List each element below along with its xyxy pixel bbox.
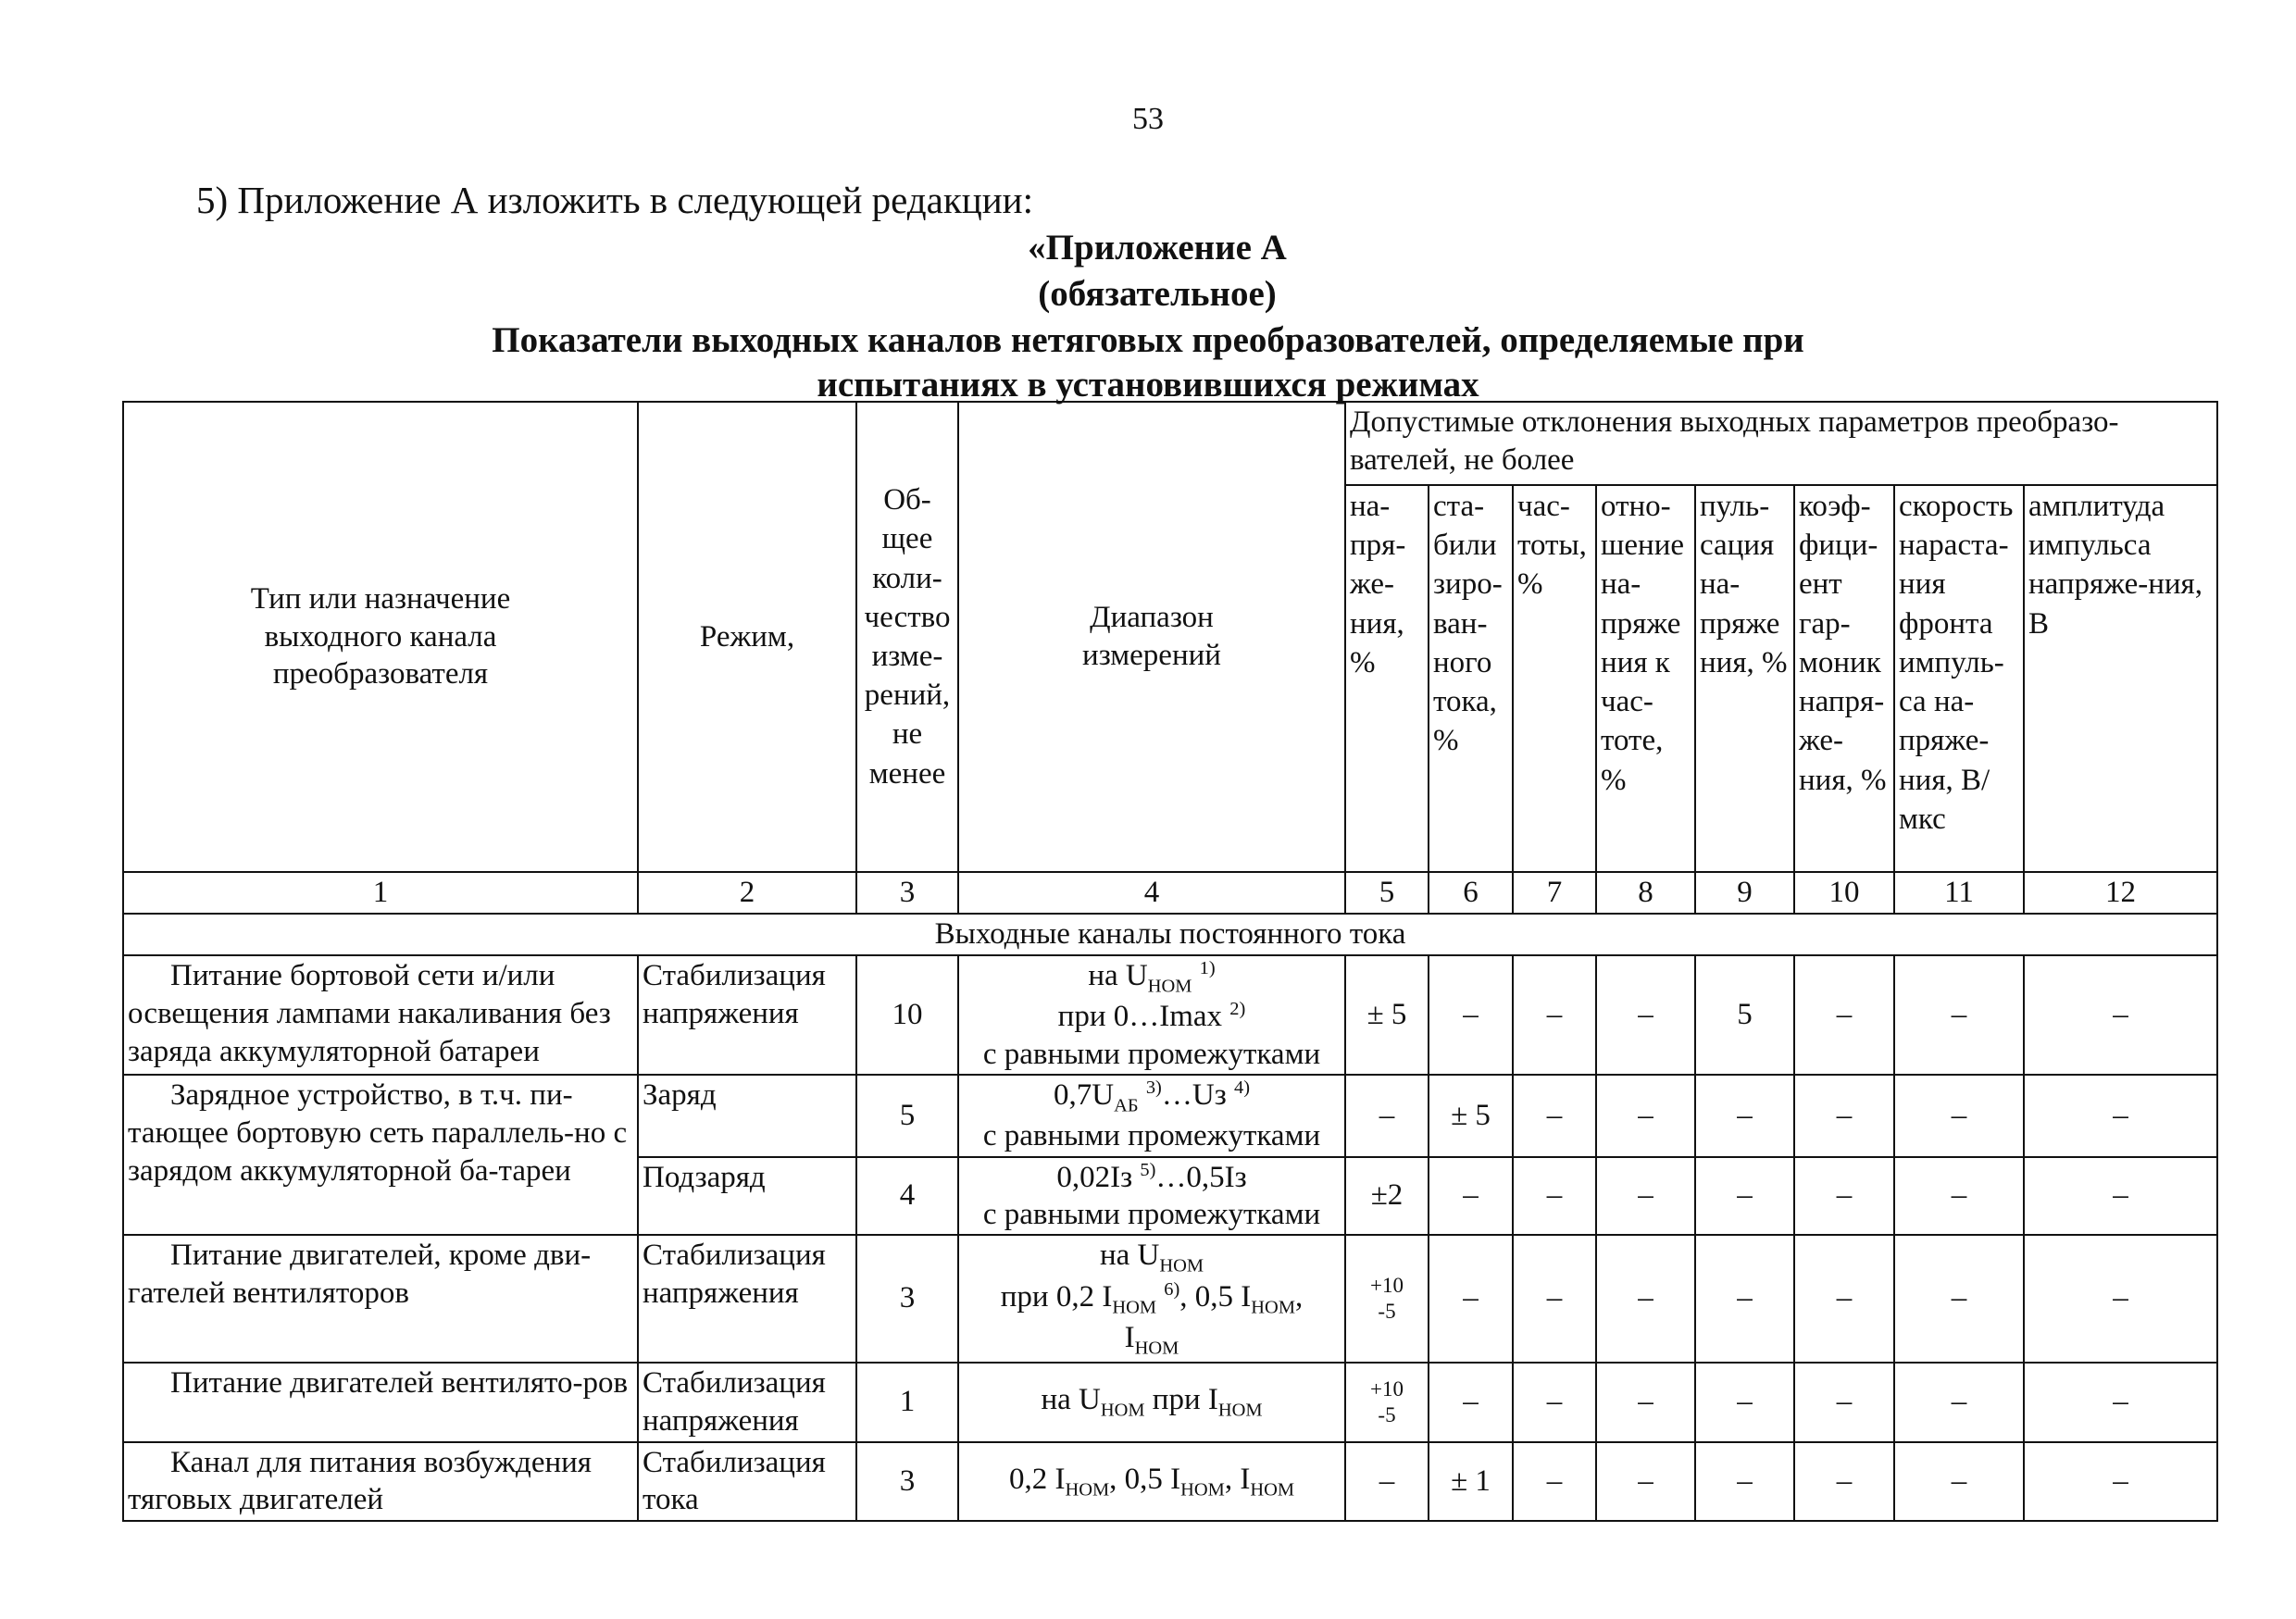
cell-dash: – (1596, 1157, 1695, 1236)
header-mode: Режим, (638, 402, 856, 872)
header-voltage: на-пря-же-ния, % (1345, 485, 1429, 872)
header-ripple: пуль-сация на-пряже ния, % (1695, 485, 1794, 872)
cell-dash: – (1794, 1235, 1894, 1363)
cell-dash: – (1596, 1235, 1695, 1363)
parameters-table (122, 401, 2218, 1522)
cell-mode: Стабилизация тока (638, 1442, 856, 1522)
cell-type: Питание бортовой сети и/или освещения лампами накаливания без заряда аккумуляторной батареи (123, 955, 638, 1075)
cell-dash: – (1695, 1235, 1794, 1363)
range-line: с равными промежутками (982, 1037, 1321, 1071)
range-line: на $U_{НОМ}$ (1099, 1239, 1204, 1277)
cell-type: Зарядное устройство, в т.ч. пи-тающее бортовую сеть параллель-но с зарядом аккумуляторной ба-тареи (123, 1075, 638, 1235)
range-line: с равными промежутками (982, 1197, 1321, 1231)
column-number: 7 (1513, 872, 1596, 914)
appendix-status: (обязательное) (1038, 274, 1277, 314)
column-number: 3 (856, 872, 958, 914)
column-number: 5 (1345, 872, 1429, 914)
cell-dash: – (1894, 1235, 2024, 1363)
cell-dash: – (1513, 1235, 1596, 1363)
cell-range: 0,2 $I_{НОМ}$, 0,5 $I_{НОМ}$, $I_{НОМ}$ (958, 1442, 1345, 1522)
cell-dash: – (1794, 955, 1894, 1075)
cell-dash: – (1894, 1157, 2024, 1236)
column-number: 1 (123, 872, 638, 914)
cell-type: Канал для питания возбуждения тяговых двигателей (123, 1442, 638, 1522)
cell-dash: – (2024, 1363, 2217, 1442)
cell-mode: Стабилизация напряжения (638, 1235, 856, 1363)
range-line: $0,7U_{АБ}$ $^{3)}$…Uз $^{4)}$ (1053, 1077, 1251, 1116)
cell-dash: – (2024, 1075, 2217, 1157)
table-row (123, 1442, 2217, 1522)
cell-count: 3 (856, 1235, 958, 1363)
cell-dash: – (1513, 1363, 1596, 1442)
cell-dash: – (1429, 1235, 1513, 1363)
range-line: при 0…Imax $^{2)}$ (1057, 999, 1246, 1034)
cell-range (958, 1157, 1345, 1236)
cell-range (958, 1075, 1345, 1157)
cell-voltage: ± 5 (1345, 955, 1429, 1075)
cell-dash: – (1513, 1442, 1596, 1522)
table-title-line2: испытаниях в установившихся режимах (817, 365, 1479, 405)
cell-dash: – (1894, 955, 2024, 1075)
cell-stabilized-current: ± 1 (1429, 1442, 1513, 1522)
range-line: $I_{НОМ}$ (1124, 1321, 1179, 1359)
section-row (123, 914, 2217, 955)
header-count: Об-щее коли-чество изме-рений, не менее (856, 402, 958, 872)
cell-dash: – (1695, 1442, 1794, 1522)
table-row (123, 1075, 2217, 1157)
cell-dash: – (1794, 1363, 1894, 1442)
appendix-title: «Приложение А (1028, 228, 1287, 268)
cell-type: Питание двигателей, кроме дви-гателей вентиляторов (123, 1235, 638, 1363)
cell-dash: – (1794, 1075, 1894, 1157)
header-frequency: час-тоты, % (1513, 485, 1596, 872)
header-stabilized-current: ста-били зиро-ван-ного тока, % (1429, 485, 1513, 872)
cell-dash: – (1596, 1442, 1695, 1522)
cell-count: 5 (856, 1075, 958, 1157)
cell-dash: – (2024, 1442, 2217, 1522)
page-number: 53 (1132, 102, 1164, 136)
range-line: 0,02Iз $^{5)}$…0,5Iз (1056, 1159, 1247, 1194)
cell-dash: – (1794, 1157, 1894, 1236)
cell-count: 3 (856, 1442, 958, 1522)
header-row-1 (123, 402, 2217, 485)
column-number: 12 (2024, 872, 2217, 914)
table-row (123, 1363, 2217, 1442)
cell-dash: – (1596, 1075, 1695, 1157)
cell-dash: – (1596, 1363, 1695, 1442)
cell-dash: – (1695, 1363, 1794, 1442)
cell-dash: – (1596, 955, 1695, 1075)
column-number: 9 (1695, 872, 1794, 914)
cell-dash: – (1894, 1363, 2024, 1442)
cell-dash: – (1894, 1075, 2024, 1157)
column-number: 11 (1894, 872, 2024, 914)
voltage-upper: +10 (1370, 1377, 1404, 1401)
column-number: 2 (638, 872, 856, 914)
table-row (123, 955, 2217, 1075)
cell-dash: – (1894, 1442, 2024, 1522)
cell-mode: Стабилизация напряжения (638, 1363, 856, 1442)
cell-dash: – (1695, 1157, 1794, 1236)
cell-dash: – (1345, 1075, 1429, 1157)
cell-dash: – (1429, 955, 1513, 1075)
cell-voltage: – (1345, 1442, 1429, 1522)
cell-dash: – (1794, 1442, 1894, 1522)
cell-range (958, 1235, 1345, 1363)
header-harmonic-coefficient: коэф-фици-ент гар-моник напря-же-ния, % (1794, 485, 1894, 872)
header-voltage-frequency-ratio: отно-шение на-пряже ния к час-тоте, % (1596, 485, 1695, 872)
cell-dash: – (1513, 1075, 1596, 1157)
table-row (123, 1235, 2217, 1363)
cell-ripple: 5 (1695, 955, 1794, 1075)
cell-range: на $U_{НОМ}$ при $I_{НОМ}$ (958, 1363, 1345, 1442)
cell-mode: Стабилизация напряжения (638, 955, 856, 1075)
cell-voltage (1345, 1235, 1429, 1363)
intro-line: 5) Приложение А изложить в следующей редакции: (196, 179, 1034, 221)
cell-stabilized-current: ± 5 (1429, 1075, 1513, 1157)
cell-dash: – (2024, 1235, 2217, 1363)
cell-range (958, 955, 1345, 1075)
column-numbers-row (123, 872, 2217, 914)
range-line: при 0,2 $I_{НОМ}$ $^{6)}$, 0,5 $I_{НОМ}$, (1000, 1278, 1304, 1318)
cell-dash: – (1695, 1075, 1794, 1157)
section-title: Выходные каналы постоянного тока (123, 914, 2217, 955)
header-pulse-amplitude: амплитуда импульса напряже-ния, В (2024, 485, 2217, 872)
range-line: с равными промежутками (982, 1119, 1321, 1153)
column-number: 8 (1596, 872, 1695, 914)
cell-dash: – (1429, 1363, 1513, 1442)
column-number: 6 (1429, 872, 1513, 914)
cell-dash: – (2024, 955, 2217, 1075)
cell-count: 10 (856, 955, 958, 1075)
cell-mode: Подзаряд (638, 1157, 856, 1236)
cell-dash: – (1513, 955, 1596, 1075)
column-number: 10 (1794, 872, 1894, 914)
cell-count: 1 (856, 1363, 958, 1442)
header-deviation-group: Допустимые отклонения выходных параметров преобразо-вателей, не более (1345, 402, 2217, 485)
cell-count: 4 (856, 1157, 958, 1236)
header-type: Тип или назначение выходного канала преобразователя (123, 402, 638, 872)
cell-dash: – (1429, 1157, 1513, 1236)
cell-voltage (1345, 1363, 1429, 1442)
cell-mode: Заряд (638, 1075, 856, 1157)
voltage-lower: -5 (1378, 1299, 1396, 1323)
cell-type: Питание двигателей вентилято-ров (123, 1363, 638, 1442)
header-rise-rate: скорость нараста-ния фронта импуль-са на-пряже-ния, В/мкс (1894, 485, 2024, 872)
column-number: 4 (958, 872, 1345, 914)
table-title-line1: Показатели выходных каналов нетяговых преобразователей, определяемые при (492, 320, 1804, 360)
range-line: на $U_{НОМ}$ $^{1)}$ (1088, 957, 1216, 997)
cell-dash: – (1513, 1157, 1596, 1236)
header-range: Диапазон измерений (958, 402, 1345, 872)
cell-dash: – (2024, 1157, 2217, 1236)
cell-voltage: ±2 (1345, 1157, 1429, 1236)
voltage-lower: -5 (1378, 1402, 1396, 1426)
voltage-upper: +10 (1370, 1274, 1404, 1298)
